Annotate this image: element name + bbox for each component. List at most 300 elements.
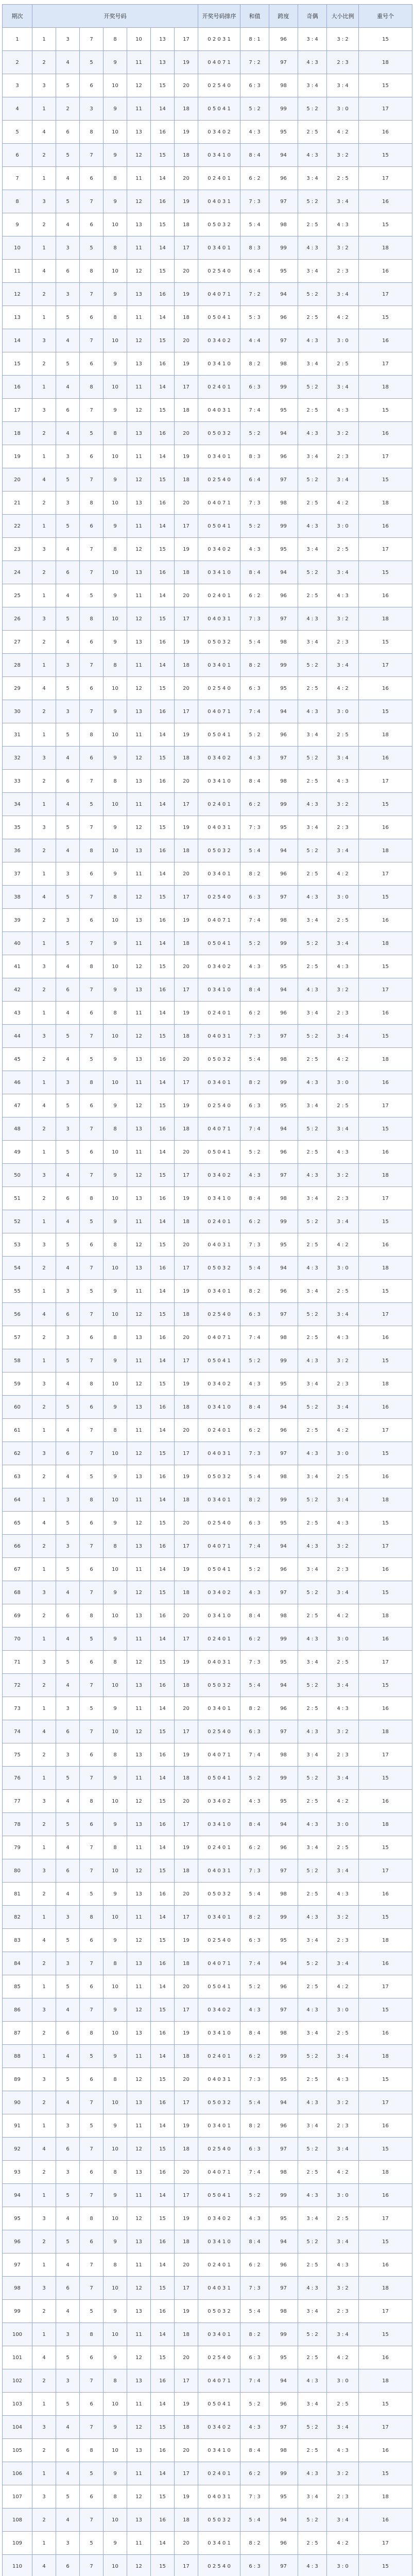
cell-repeat: 15	[359, 700, 412, 723]
cell-sum: 7 : 4	[240, 399, 269, 422]
cell-big-small: 3 : 4	[327, 2416, 359, 2439]
cell-num: 7	[80, 2416, 104, 2439]
cell-num: 3	[56, 492, 80, 515]
cell-num: 6	[56, 561, 80, 584]
cell-num: 11	[127, 1141, 151, 1164]
cell-num: 4	[56, 955, 80, 978]
cell-num: 16	[151, 2439, 175, 2462]
cell-repeat: 16	[359, 2022, 412, 2045]
cell-big-small: 3 : 2	[327, 2462, 359, 2485]
cell-sum: 8 : 4	[240, 561, 269, 584]
cell-issue: 43	[3, 1002, 32, 1025]
cell-num: 7	[80, 1952, 104, 1975]
cell-issue: 41	[3, 955, 32, 978]
cell-sorted: 0 2 5 4 0	[198, 1720, 240, 1743]
cell-num: 1	[32, 167, 56, 190]
cell-num: 15	[151, 1094, 175, 1117]
table-row	[3, 886, 412, 909]
cell-odd-even: 2 : 5	[298, 955, 327, 978]
cell-num: 12	[127, 329, 151, 352]
cell-span: 96	[269, 1697, 298, 1720]
cell-num: 12	[127, 1581, 151, 1604]
cell-issue: 95	[3, 2207, 32, 2230]
cell-odd-even: 4 : 3	[298, 1906, 327, 1929]
cell-sorted: 0 3 4 1 0	[198, 144, 240, 167]
cell-issue: 46	[3, 1071, 32, 1094]
cell-num: 10	[104, 376, 127, 399]
cell-sum: 5 : 3	[240, 306, 269, 329]
cell-odd-even: 3 : 4	[298, 1558, 327, 1581]
cell-num: 11	[127, 723, 151, 747]
cell-big-small: 3 : 2	[327, 422, 359, 445]
cell-num: 2	[32, 1674, 56, 1697]
cell-num: 2	[32, 1048, 56, 1071]
cell-num: 19	[175, 2393, 198, 2416]
cell-issue: 40	[3, 932, 32, 955]
cell-num: 5	[80, 2114, 104, 2138]
cell-sorted: 0 2 5 4 0	[198, 1303, 240, 1326]
cell-span: 97	[269, 2555, 298, 2576]
cell-sum: 6 : 3	[240, 376, 269, 399]
cell-num: 1	[32, 28, 56, 51]
cell-num: 3	[56, 1535, 80, 1558]
table-row	[3, 1396, 412, 1419]
cell-num: 4	[56, 2462, 80, 2485]
cell-span: 98	[269, 1465, 298, 1488]
cell-sorted: 0 2 0 3 1	[198, 28, 240, 51]
cell-sum: 6 : 3	[240, 74, 269, 97]
cell-issue: 75	[3, 1743, 32, 1767]
cell-num: 15	[151, 468, 175, 492]
cell-num: 9	[104, 1512, 127, 1535]
cell-span: 96	[269, 723, 298, 747]
cell-big-small: 2 : 3	[327, 1002, 359, 1025]
cell-odd-even: 2 : 5	[298, 121, 327, 144]
cell-num: 12	[127, 2555, 151, 2576]
cell-big-small: 3 : 2	[327, 1349, 359, 1372]
cell-repeat: 16	[359, 121, 412, 144]
cell-num: 7	[80, 700, 104, 723]
cell-odd-even: 2 : 5	[298, 1790, 327, 1813]
table-row	[3, 260, 412, 283]
table-row	[3, 2509, 412, 2532]
cell-sum: 7 : 3	[240, 1651, 269, 1674]
cell-span: 98	[269, 2439, 298, 2462]
cell-big-small: 3 : 0	[327, 1442, 359, 1465]
cell-num: 5	[56, 2068, 80, 2091]
cell-num: 18	[175, 2045, 198, 2068]
cell-span: 95	[269, 816, 298, 839]
cell-sum: 7 : 3	[240, 190, 269, 213]
cell-issue: 100	[3, 2323, 32, 2346]
cell-issue: 44	[3, 1025, 32, 1048]
cell-num: 7	[80, 1419, 104, 1442]
cell-sorted: 0 2 4 0 1	[198, 1002, 240, 1025]
cell-num: 9	[104, 1697, 127, 1720]
cell-sum: 4 : 3	[240, 1581, 269, 1604]
cell-issue: 89	[3, 2068, 32, 2091]
cell-repeat: 15	[359, 2230, 412, 2253]
cell-num: 6	[80, 306, 104, 329]
cell-odd-even: 4 : 3	[298, 978, 327, 1002]
cell-sum: 7 : 4	[240, 700, 269, 723]
cell-issue: 4	[3, 97, 32, 121]
cell-repeat: 16	[359, 2253, 412, 2277]
cell-num: 2	[32, 51, 56, 74]
cell-num: 12	[127, 2138, 151, 2161]
cell-num: 16	[151, 2369, 175, 2393]
table-row	[3, 515, 412, 538]
table-row	[3, 306, 412, 329]
cell-num: 8	[80, 723, 104, 747]
table-row	[3, 1141, 412, 1164]
table-row	[3, 2184, 412, 2207]
cell-sorted: 0 3 4 0 1	[198, 445, 240, 468]
cell-num: 12	[127, 260, 151, 283]
table-row	[3, 654, 412, 677]
table-row	[3, 2161, 412, 2184]
cell-big-small: 2 : 3	[327, 1372, 359, 1396]
cell-num: 8	[80, 839, 104, 862]
table-row	[3, 839, 412, 862]
cell-num: 11	[127, 1002, 151, 1025]
cell-span: 97	[269, 1164, 298, 1187]
cell-num: 13	[127, 2091, 151, 2114]
cell-issue: 88	[3, 2045, 32, 2068]
cell-num: 2	[32, 2300, 56, 2323]
cell-num: 11	[127, 236, 151, 260]
cell-span: 95	[269, 1512, 298, 1535]
cell-issue: 50	[3, 1164, 32, 1187]
cell-num: 11	[127, 306, 151, 329]
cell-big-small: 2 : 3	[327, 51, 359, 74]
cell-sorted: 0 3 4 0 2	[198, 2207, 240, 2230]
cell-sorted: 0 5 0 3 2	[198, 2509, 240, 2532]
cell-num: 3	[32, 607, 56, 631]
cell-issue: 57	[3, 1326, 32, 1349]
table-row	[3, 399, 412, 422]
cell-repeat: 16	[359, 1396, 412, 1419]
cell-num: 6	[80, 1326, 104, 1349]
cell-issue: 48	[3, 1117, 32, 1141]
cell-num: 9	[104, 1094, 127, 1117]
cell-repeat: 18	[359, 1720, 412, 1743]
cell-repeat: 16	[359, 1071, 412, 1094]
cell-sorted: 0 2 5 4 0	[198, 2138, 240, 2161]
cell-span: 96	[269, 862, 298, 886]
cell-num: 7	[80, 190, 104, 213]
cell-num: 6	[80, 2161, 104, 2184]
cell-issue: 60	[3, 1396, 32, 1419]
cell-num: 4	[56, 51, 80, 74]
cell-num: 6	[80, 2485, 104, 2509]
cell-repeat: 15	[359, 1512, 412, 1535]
cell-repeat: 15	[359, 955, 412, 978]
cell-num: 3	[32, 1859, 56, 1883]
cell-span: 95	[269, 2207, 298, 2230]
cell-num: 1	[32, 1975, 56, 1998]
cell-num: 7	[80, 1349, 104, 1372]
cell-sorted: 0 2 4 0 1	[198, 167, 240, 190]
cell-num: 14	[151, 1280, 175, 1303]
cell-num: 1	[32, 2323, 56, 2346]
cell-num: 18	[175, 1952, 198, 1975]
cell-num: 19	[175, 909, 198, 932]
cell-num: 9	[104, 747, 127, 770]
cell-issue: 66	[3, 1535, 32, 1558]
cell-sum: 4 : 3	[240, 1790, 269, 1813]
table-row	[3, 1628, 412, 1651]
cell-num: 12	[127, 2485, 151, 2509]
cell-span: 94	[269, 1952, 298, 1975]
cell-sorted: 0 5 0 3 2	[198, 2300, 240, 2323]
cell-sorted: 0 3 4 0 1	[198, 2323, 240, 2346]
cell-num: 16	[151, 2509, 175, 2532]
cell-num: 7	[80, 144, 104, 167]
cell-num: 14	[151, 1349, 175, 1372]
cell-num: 8	[104, 654, 127, 677]
cell-sorted: 0 4 0 7 1	[198, 1952, 240, 1975]
cell-sum: 7 : 2	[240, 283, 269, 306]
cell-num: 16	[151, 2091, 175, 2114]
cell-num: 7	[80, 2277, 104, 2300]
cell-num: 9	[104, 2532, 127, 2555]
cell-num: 6	[80, 862, 104, 886]
cell-num: 10	[104, 1071, 127, 1094]
cell-num: 5	[56, 2393, 80, 2416]
cell-num: 19	[175, 1743, 198, 1767]
cell-span: 96	[269, 306, 298, 329]
cell-num: 7	[80, 538, 104, 561]
cell-num: 11	[127, 1280, 151, 1303]
cell-num: 8	[80, 1372, 104, 1396]
cell-issue: 29	[3, 677, 32, 700]
cell-issue: 109	[3, 2532, 32, 2555]
cell-num: 20	[175, 1141, 198, 1164]
cell-num: 4	[56, 329, 80, 352]
table-row	[3, 2230, 412, 2253]
table-row	[3, 2277, 412, 2300]
cell-repeat: 18	[359, 236, 412, 260]
cell-issue: 37	[3, 862, 32, 886]
cell-num: 11	[127, 1628, 151, 1651]
cell-big-small: 4 : 3	[327, 2439, 359, 2462]
cell-issue: 69	[3, 1604, 32, 1628]
cell-big-small: 3 : 2	[327, 607, 359, 631]
cell-repeat: 15	[359, 631, 412, 654]
cell-issue: 21	[3, 492, 32, 515]
cell-num: 6	[80, 515, 104, 538]
cell-repeat: 18	[359, 1813, 412, 1836]
cell-sum: 7 : 3	[240, 607, 269, 631]
cell-num: 13	[127, 1117, 151, 1141]
cell-num: 19	[175, 352, 198, 376]
table-row	[3, 2300, 412, 2323]
cell-num: 10	[104, 1442, 127, 1465]
cell-big-small: 2 : 3	[327, 445, 359, 468]
cell-num: 1	[32, 2532, 56, 2555]
cell-repeat: 16	[359, 1326, 412, 1349]
cell-num: 12	[127, 677, 151, 700]
table-row	[3, 932, 412, 955]
cell-span: 97	[269, 1442, 298, 1465]
cell-num: 10	[104, 2323, 127, 2346]
cell-repeat: 16	[359, 677, 412, 700]
cell-num: 10	[104, 1303, 127, 1326]
cell-num: 18	[175, 2509, 198, 2532]
cell-span: 96	[269, 1975, 298, 1998]
table-row	[3, 2207, 412, 2230]
cell-sum: 6 : 2	[240, 2045, 269, 2068]
cell-span: 94	[269, 144, 298, 167]
cell-num: 9	[104, 399, 127, 422]
cell-issue: 35	[3, 816, 32, 839]
cell-num: 8	[80, 376, 104, 399]
header-span: 跨度	[269, 5, 298, 28]
cell-sorted: 0 2 4 0 1	[198, 584, 240, 607]
cell-num: 7	[80, 2091, 104, 2114]
cell-span: 94	[269, 839, 298, 862]
cell-num: 3	[56, 283, 80, 306]
cell-sum: 7 : 3	[240, 492, 269, 515]
cell-sorted: 0 5 0 3 2	[198, 839, 240, 862]
cell-sorted: 0 4 0 3 1	[198, 816, 240, 839]
cell-num: 13	[127, 1048, 151, 1071]
cell-sorted: 0 2 5 4 0	[198, 2555, 240, 2576]
cell-num: 4	[56, 422, 80, 445]
cell-odd-even: 3 : 4	[298, 1372, 327, 1396]
cell-num: 15	[151, 1442, 175, 1465]
cell-num: 16	[151, 2230, 175, 2253]
table-row	[3, 862, 412, 886]
cell-num: 12	[127, 1442, 151, 1465]
cell-num: 7	[80, 816, 104, 839]
cell-num: 6	[80, 2068, 104, 2091]
cell-repeat: 15	[359, 2462, 412, 2485]
cell-sum: 5 : 4	[240, 1465, 269, 1488]
table-row	[3, 1372, 412, 1396]
cell-num: 12	[127, 144, 151, 167]
cell-big-small: 4 : 2	[327, 306, 359, 329]
cell-num: 5	[56, 1233, 80, 1257]
cell-repeat: 18	[359, 1372, 412, 1396]
cell-num: 13	[127, 1535, 151, 1558]
cell-num: 14	[151, 306, 175, 329]
cell-span: 96	[269, 1836, 298, 1859]
cell-span: 96	[269, 1280, 298, 1303]
cell-span: 96	[269, 1002, 298, 1025]
cell-num: 6	[80, 213, 104, 236]
cell-num: 2	[32, 1257, 56, 1280]
cell-odd-even: 4 : 3	[298, 793, 327, 816]
cell-num: 3	[56, 445, 80, 468]
cell-num: 20	[175, 167, 198, 190]
cell-odd-even: 3 : 4	[298, 1187, 327, 1210]
cell-num: 16	[151, 352, 175, 376]
cell-num: 13	[127, 2509, 151, 2532]
cell-odd-even: 4 : 3	[298, 1442, 327, 1465]
cell-num: 16	[151, 1535, 175, 1558]
cell-repeat: 15	[359, 144, 412, 167]
cell-issue: 16	[3, 376, 32, 399]
cell-span: 96	[269, 2532, 298, 2555]
cell-big-small: 2 : 5	[327, 1094, 359, 1117]
cell-num: 3	[32, 1233, 56, 1257]
cell-sorted: 0 4 0 3 1	[198, 1233, 240, 1257]
cell-repeat: 16	[359, 1790, 412, 1813]
cell-sum: 6 : 2	[240, 2253, 269, 2277]
cell-span: 96	[269, 167, 298, 190]
cell-big-small: 4 : 2	[327, 1790, 359, 1813]
cell-num: 11	[127, 1975, 151, 1998]
cell-num: 16	[151, 700, 175, 723]
cell-big-small: 4 : 3	[327, 955, 359, 978]
cell-odd-even: 4 : 3	[298, 422, 327, 445]
cell-num: 6	[56, 260, 80, 283]
cell-num: 12	[127, 1720, 151, 1743]
cell-num: 8	[104, 1233, 127, 1257]
cell-sum: 6 : 4	[240, 260, 269, 283]
cell-num: 3	[32, 816, 56, 839]
cell-num: 2	[32, 352, 56, 376]
cell-issue: 18	[3, 422, 32, 445]
cell-big-small: 3 : 2	[327, 1906, 359, 1929]
cell-num: 5	[56, 1651, 80, 1674]
cell-num: 15	[151, 329, 175, 352]
cell-num: 5	[56, 1141, 80, 1164]
cell-issue: 31	[3, 723, 32, 747]
cell-num: 7	[80, 886, 104, 909]
cell-num: 14	[151, 1141, 175, 1164]
cell-sum: 5 : 2	[240, 97, 269, 121]
cell-num: 12	[127, 1233, 151, 1257]
cell-repeat: 18	[359, 492, 412, 515]
cell-num: 9	[104, 2462, 127, 2485]
cell-issue: 3	[3, 74, 32, 97]
cell-sorted: 0 4 0 7 1	[198, 700, 240, 723]
cell-sorted: 0 2 4 0 1	[198, 1628, 240, 1651]
cell-odd-even: 5 : 2	[298, 2138, 327, 2161]
cell-num: 2	[32, 492, 56, 515]
cell-span: 94	[269, 2091, 298, 2114]
cell-big-small: 3 : 4	[327, 2323, 359, 2346]
table-row	[3, 213, 412, 236]
cell-span: 96	[269, 1419, 298, 1442]
cell-num: 14	[151, 445, 175, 468]
cell-sorted: 0 3 4 0 2	[198, 329, 240, 352]
cell-big-small: 3 : 0	[327, 1071, 359, 1094]
cell-num: 4	[56, 631, 80, 654]
cell-repeat: 15	[359, 2393, 412, 2416]
cell-num: 14	[151, 1488, 175, 1512]
cell-num: 6	[56, 2555, 80, 2576]
cell-repeat: 18	[359, 839, 412, 862]
cell-num: 10	[104, 955, 127, 978]
cell-sum: 6 : 2	[240, 1419, 269, 1442]
cell-num: 5	[56, 1813, 80, 1836]
cell-odd-even: 5 : 2	[298, 2416, 327, 2439]
table-row	[3, 793, 412, 816]
cell-num: 20	[175, 770, 198, 793]
cell-sum: 4 : 3	[240, 2207, 269, 2230]
cell-sorted: 0 4 0 7 1	[198, 1535, 240, 1558]
table-row	[3, 677, 412, 700]
cell-odd-even: 4 : 3	[298, 51, 327, 74]
cell-sum: 8 : 4	[240, 1604, 269, 1628]
cell-num: 15	[151, 886, 175, 909]
cell-num: 16	[151, 190, 175, 213]
cell-big-small: 2 : 5	[327, 723, 359, 747]
